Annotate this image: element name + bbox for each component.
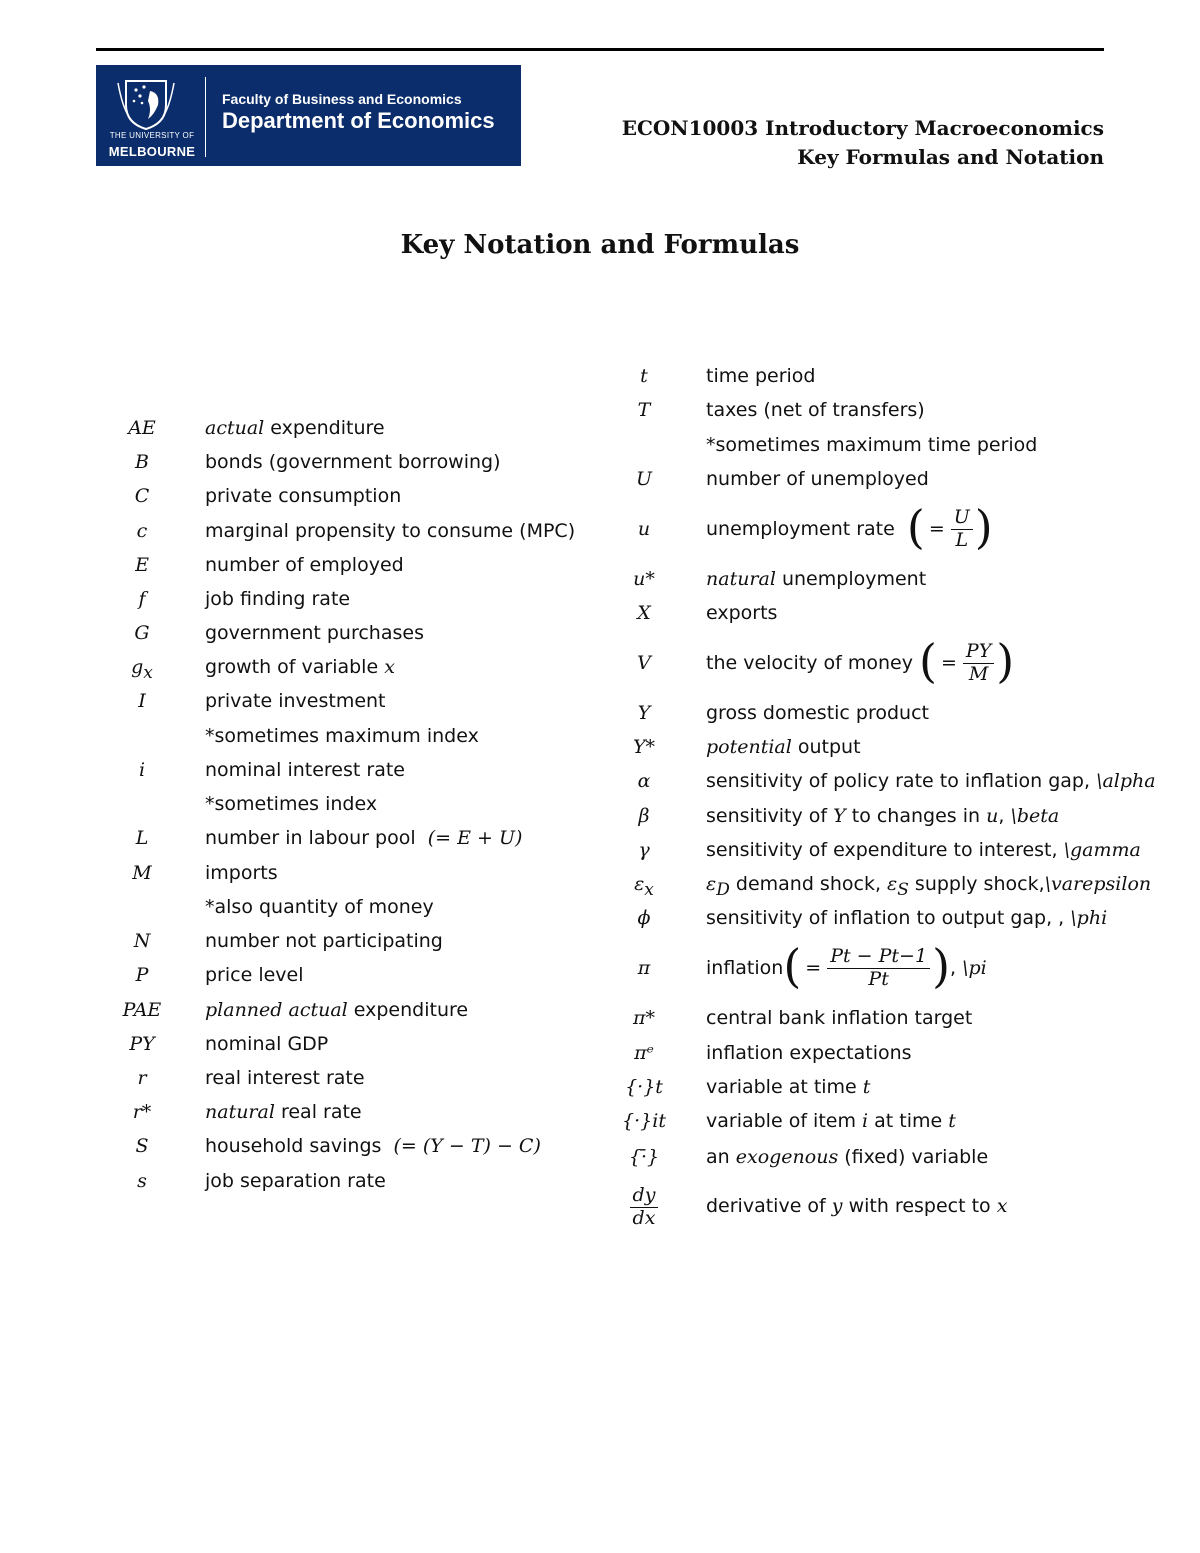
symbol-small-s: s (137, 1170, 147, 1192)
desc-gx: growth of variable x (205, 656, 395, 678)
symbol-epsilon: $\varepsilon_x$ (634, 873, 654, 900)
desc-var-t: variable at time t (706, 1076, 871, 1098)
desc-x: exports (706, 602, 778, 624)
symbol-pi-star: π* (633, 1007, 655, 1029)
symbol-x: X (637, 602, 651, 624)
desc-l: number in labour pool (= E + U) (205, 827, 523, 849)
symbol-r-star: r* (132, 1101, 152, 1123)
desc-m: imports (205, 862, 278, 884)
symbol-b: B (135, 451, 149, 473)
symbol-pi: π (637, 957, 651, 979)
symbol-pae: PAE (122, 999, 162, 1021)
university-name-line1: THE UNIVERSITY OF (109, 131, 195, 140)
symbol-exogenous: {·̄} (628, 1146, 660, 1168)
desc-gamma: sensitivity of expenditure to interest, \gamma (706, 839, 1141, 861)
desc-capital-t: taxes (net of transfers) (706, 399, 925, 421)
desc-u-star: natural unemployment (706, 568, 927, 590)
symbol-n: N (133, 930, 151, 952)
desc-e: number of employed (205, 554, 404, 576)
desc-c: marginal propensity to consume (MPC) (205, 520, 576, 542)
desc-exogenous: an exogenous (fixed) variable (706, 1146, 989, 1168)
desc-var-it: variable of item i at time t (706, 1110, 956, 1132)
university-name-line2: MELBOURNE (108, 144, 196, 159)
symbol-y: Y (637, 702, 651, 724)
symbol-u-star: u* (633, 568, 655, 590)
desc-alpha: sensitivity of policy rate to inflation gap, \alpha (706, 770, 1156, 792)
course-subtitle: Key Formulas and Notation (797, 145, 1104, 169)
symbol-e: E (135, 554, 149, 576)
desc-beta: sensitivity of Y to changes in u, \beta (706, 805, 1060, 827)
desc-capital-i: private investment (205, 690, 386, 712)
symbol-capital-c: C (134, 485, 150, 507)
symbol-phi: ϕ (637, 907, 651, 929)
symbol-y-star: Y* (632, 736, 656, 758)
faculty-name: Faculty of Business and Economics (222, 91, 462, 107)
symbol-gamma: γ (638, 839, 650, 861)
symbol-r: r (137, 1067, 147, 1089)
inflation-fraction: $\frac{Pt - Pt-1}{Pt}$ (827, 947, 930, 990)
symbol-f: f (138, 588, 146, 610)
note-capital-i: *sometimes maximum index (205, 725, 479, 747)
logo-divider (205, 77, 206, 157)
symbol-l: L (135, 827, 149, 849)
symbol-capital-i: I (138, 690, 146, 712)
desc-small-s: job separation rate (205, 1170, 386, 1192)
desc-y-star: potential output (706, 736, 861, 758)
symbol-var-it: {·}it (622, 1110, 666, 1132)
symbol-pi-e: πᵉ (634, 1042, 654, 1064)
desc-b: bonds (government borrowing) (205, 451, 501, 473)
desc-v: the velocity of money ( = $\frac{PY}{M}$ ) (706, 633, 1015, 688)
note-m: *also quantity of money (205, 896, 434, 918)
desc-r-star: natural real rate (205, 1101, 362, 1123)
desc-u: unemployment rate ( = $\frac{U}{L}$ ) (706, 499, 993, 554)
symbol-gx: $g_x$ (131, 656, 153, 683)
symbol-i: i (138, 759, 146, 781)
page-title: Key Notation and Formulas (400, 230, 800, 260)
desc-s: household savings (= (Y − T) − C) (205, 1135, 541, 1157)
symbol-p: P (135, 964, 149, 986)
symbol-py: PY (129, 1033, 155, 1055)
symbol-m: M (132, 862, 152, 884)
note-capital-t: *sometimes maximum time period (706, 434, 1038, 456)
symbol-v: V (637, 652, 651, 674)
symbol-g: G (134, 622, 150, 644)
desc-pae: planned actual expenditure (205, 999, 469, 1021)
desc-capital-u: number of unemployed (706, 468, 929, 490)
desc-y: gross domestic product (706, 702, 929, 724)
desc-pi-e: inflation expectations (706, 1042, 912, 1064)
desc-g: government purchases (205, 622, 424, 644)
symbol-ae: AE (128, 417, 156, 439)
desc-epsilon: $\varepsilon_D$ demand shock, $\varepsilon_S$ supply shock,\varepsilon (706, 873, 1152, 900)
symbol-capital-t: T (637, 399, 651, 421)
desc-f: job finding rate (205, 588, 351, 610)
desc-phi: sensitivity of inflation to output gap, , \phi (706, 907, 1108, 929)
unemployment-rate-fraction: $\frac{U}{L}$ (951, 508, 973, 551)
velocity-fraction: $\frac{PY}{M}$ (963, 642, 994, 685)
desc-i: nominal interest rate (205, 759, 405, 781)
symbol-beta: β (638, 805, 650, 827)
desc-capital-c: private consumption (205, 485, 402, 507)
symbol-var-t: {·}t (625, 1076, 663, 1098)
symbol-capital-u: U (635, 468, 652, 490)
symbol-c: c (136, 520, 148, 542)
desc-py: nominal GDP (205, 1033, 329, 1055)
symbol-t: t (640, 365, 648, 387)
department-name: Department of Economics (222, 108, 495, 133)
desc-r: real interest rate (205, 1067, 365, 1089)
symbol-s: S (135, 1135, 149, 1157)
desc-n: number not participating (205, 930, 443, 952)
symbol-u: u (637, 518, 651, 540)
derivative-fraction: $\frac{dy}{dx}$ (630, 1186, 659, 1229)
desc-pi: inflation( = $\frac{Pt - Pt-1}{Pt}$ ), \pi (706, 938, 987, 993)
symbol-derivative (600, 1176, 688, 1236)
symbol-alpha: α (637, 770, 651, 792)
department-logo (96, 65, 521, 166)
desc-ae: actual expenditure (205, 417, 385, 439)
course-title: ECON10003 Introductory Macroeconomics (621, 116, 1104, 140)
desc-pi-star: central bank inflation target (706, 1007, 973, 1029)
desc-derivative: derivative of y with respect to x (706, 1195, 1008, 1217)
university-crest-icon (114, 75, 178, 131)
top-rule (96, 48, 1104, 51)
desc-t: time period (706, 365, 816, 387)
note-i: *sometimes index (205, 793, 378, 815)
desc-p: price level (205, 964, 304, 986)
